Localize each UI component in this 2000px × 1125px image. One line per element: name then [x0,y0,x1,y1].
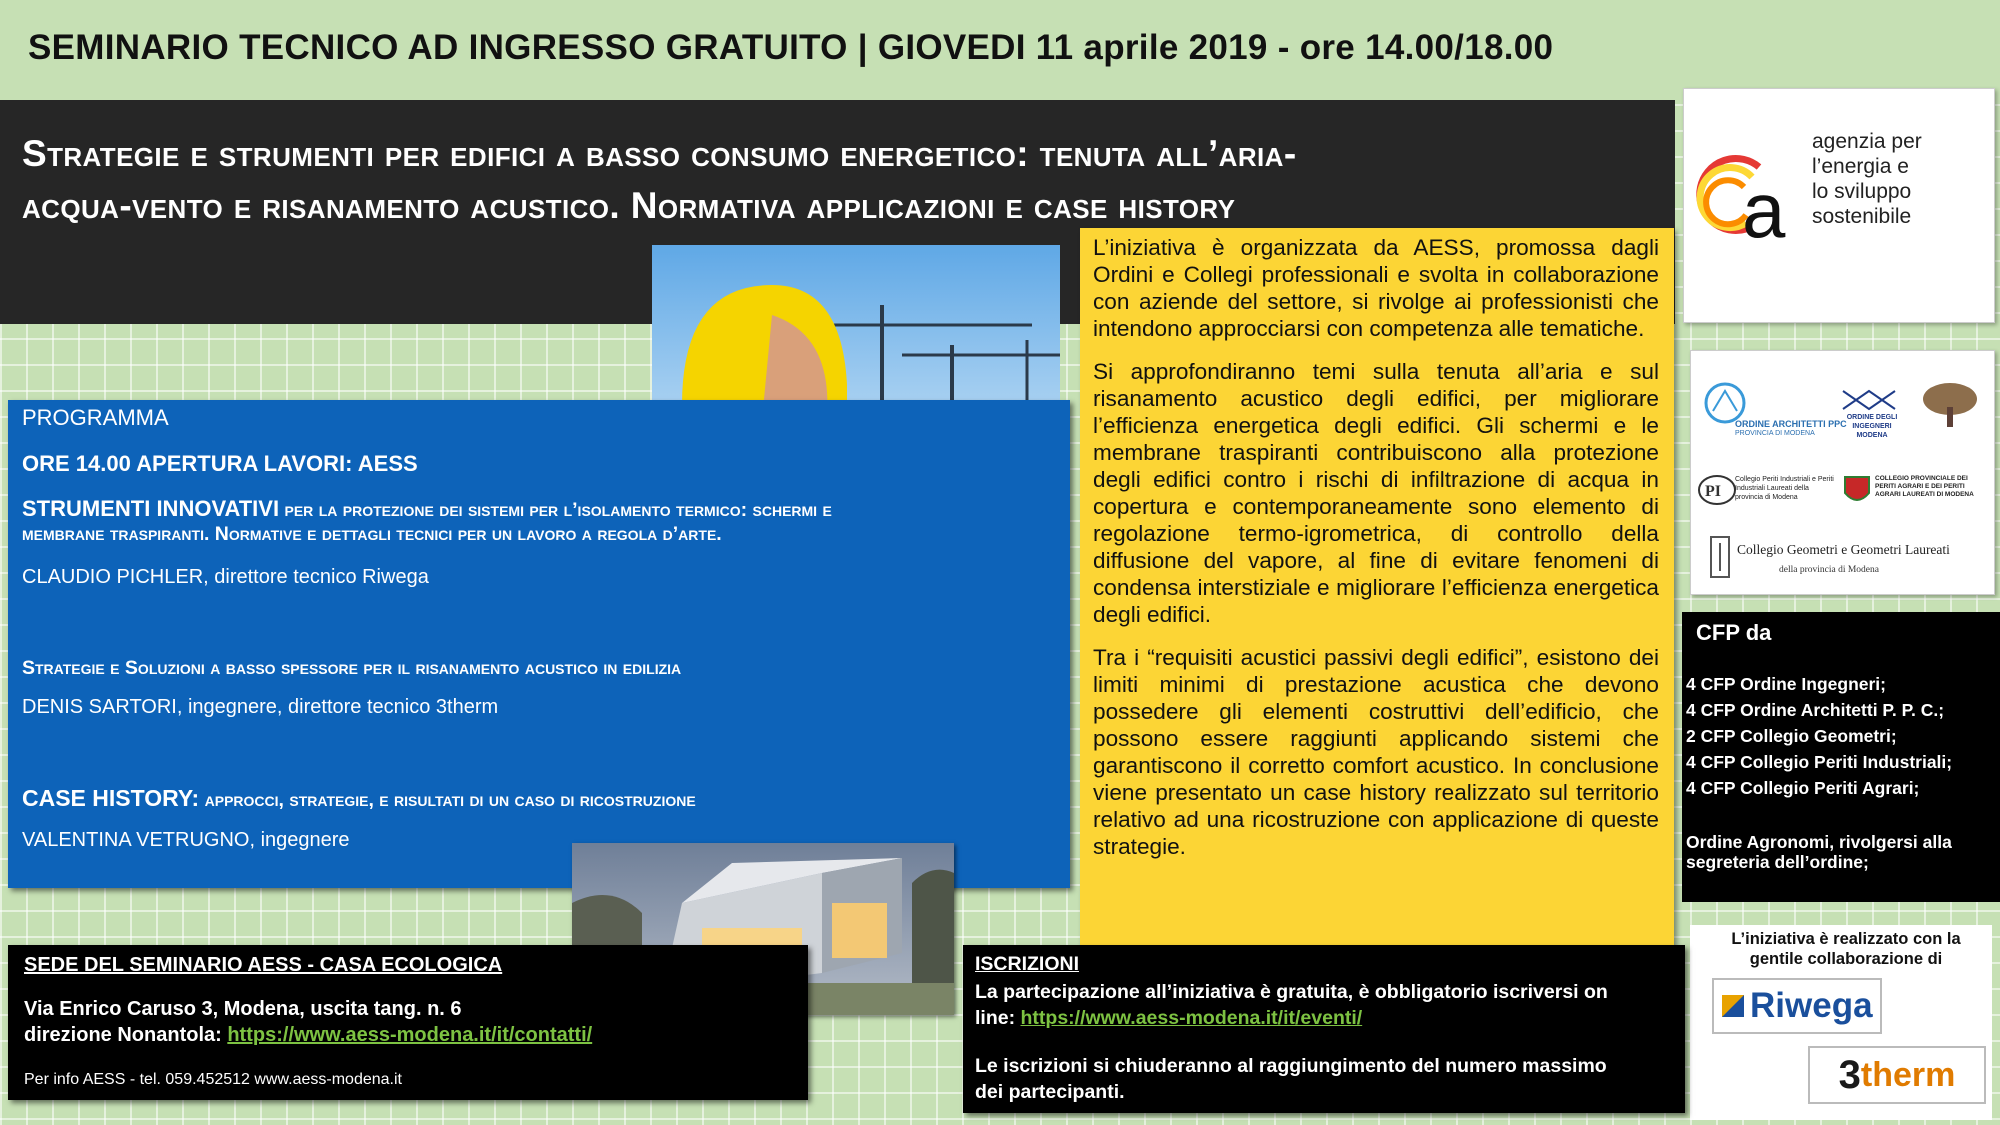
main-title [22,128,1662,232]
event-header-title: SEMINARIO TECNICO AD INGRESSO GRATUITO | GIOVEDI 11 aprile 2019 - ore 14.00/18.00 [28,28,1554,67]
registration-line-1: La partecipazione all’iniziativa è gratuita, è obbligatorio iscriversi on [975,981,1608,1003]
cfp-item: 4 CFP Ordine Ingegneri; [1686,674,1886,694]
description-paragraph-3: Tra i “requisiti acustici passivi degli edifici”, esistono dei limiti minimi di prestazione acustica che devono possedere gli elementi costruttivi dell’edificio, che possono essere raggiunti applicando sistemi che garantiscono il corretto comfort acustico. In conclusione viene presentato un case history realizzato sul territorio relativo ad una ricostruzione con applicazione di queste strategie. [1093,645,1659,859]
cfp-list [1686,671,1952,801]
aess-logo-line-1: agenzia per l’energia e [1812,130,1922,178]
talk-1-title-rest: per la protezione dei sistemi per l’isolamento termico: schermi e [279,499,832,521]
registration-line-2 [975,1005,1675,1031]
venue-address-line-2 [24,1022,592,1048]
description-paragraph-1: L’iniziativa è organizzata da AESS, promossa dagli Ordini e Collegi professionali e svolta in collaborazione con aziende del settore, si rivolge ai professionisti che intendono approcciarsi con competenza alle tematiche. [1093,235,1659,341]
talk-1-speaker: CLAUDIO PICHLER, direttore tecnico Riwega [22,566,429,588]
talk-2-speaker: DENIS SARTORI, ingegnere, direttore tecnico 3therm [22,696,499,718]
aess-logo-box [1683,88,1995,323]
talk-1-title-line2: membrane traspiranti. Normative e dettagli tecnici per un lavoro a regola d’arte. [22,523,722,545]
venue-info: Per info AESS - tel. 059.452512 www.aess-modena.it [24,1071,402,1088]
periti-industriali-logo-text: Collegio Periti Industriali e Periti Industriali Laureati della provincia di Modena [1735,476,1834,501]
aess-logo-text [1812,129,1994,229]
registration-link[interactable]: https://www.aess-modena.it/it/eventi/ [1020,1007,1363,1029]
3therm-logo-text: therm [1860,1055,1956,1094]
riwega-logo-text: Riwega [1750,986,1873,1025]
svg-text:a: a [1742,166,1786,254]
description-paragraph-2: Si approfondiranno temi sulla tenuta all’aria e sul risanamento acustico degli edifici, per migliorare l’efficienza energetica degli edifici. Gli schermi e le membrane traspiranti contribuiscono alla protezione degli edifici contro i rischi di infiltrazione di acqua in copertura e contemporaneamente sono elemento di regolazione termo-igrometrica, di controllo della diffusione del vapore, al fine di evitare fenomeni di condensa interstiziale e migliorare l’efficienza energetica degli edifici. [1093,359,1659,627]
periti-agrari-logo-icon [1841,473,1873,509]
venue-contact-link[interactable]: https://www.aess-modena.it/it/contatti/ [227,1024,593,1046]
registration-online: line: [975,1007,1021,1029]
periti-industriali-logo-icon [1697,473,1737,507]
architetti-logo-sub: PROVINCIA DI MODENA [1735,430,1815,437]
cfp-item: 4 CFP Collegio Periti Agrari; [1686,778,1920,798]
geometri-logo-text: Collegio Geometri e Geometri Laureati [1737,542,1950,557]
program-opening: ORE 14.00 APERTURA LAVORI: AESS [22,451,418,476]
venue-address [24,996,592,1048]
orders-logos-box [1690,350,1995,595]
venue-direction: direzione Nonantola: [24,1024,228,1046]
registration-line-3: Le iscrizioni si chiuderanno al raggiungimento del numero massimo [975,1055,1607,1077]
registration-heading: ISCRIZIONI [975,953,1080,975]
program-heading: PROGRAMMA [22,405,169,430]
cfp-item: 4 CFP Collegio Periti Industriali; [1686,752,1953,772]
main-title-line-2: acqua-vento e risanamento acustico. Normativa applicazioni e case history [22,185,1236,226]
cfp-note: Ordine Agronomi, rivolgersi alla segreteria dell’ordine; [1686,832,1952,872]
talk-3-speaker: VALENTINA VETRUGNO, ingegnere [22,829,350,851]
svg-text:PI: PI [1705,483,1721,500]
venue-address-line-1: Via Enrico Caruso 3, Modena, uscita tang. n. 6 [24,998,462,1020]
talk-3-title-rest: approcci, strategie, e risultati di un caso di ricostruzione [199,789,696,811]
venue-heading: SEDE DEL SEMINARIO AESS - CASA ECOLOGICA [24,954,503,976]
registration-line-4: dei partecipanti. [975,1081,1125,1103]
ingegneri-logo-sub: MODENA [1856,432,1888,439]
geometri-logo-icon [1707,535,1733,581]
talk-3-title [22,785,1042,813]
cfp-item: 2 CFP Collegio Geometri; [1686,726,1897,746]
program-talk-1 [22,497,1042,589]
talk-3-title-main: CASE HISTORY: [22,785,200,811]
aess-logo-line-2: lo sviluppo sostenibile [1812,180,1912,228]
tree-logo-icon [1919,379,1981,429]
main-title-line-1: Strategie e strumenti per edifici a basso consumo energetico: tenuta all’aria- [22,133,1297,174]
talk-1-title [22,497,1042,546]
cfp-item: 4 CFP Ordine Architetti P. P. C.; [1686,700,1945,720]
program-talk-2 [22,656,1042,719]
cfp-title: CFP da [1696,620,1772,645]
3therm-logo [1808,1046,1986,1104]
ingegneri-logo-text [1837,413,1907,440]
description-text [1093,234,1659,876]
registration-text [975,979,1675,1105]
3therm-logo-digit: 3 [1838,1052,1861,1097]
talk-2-title: Strategie e Soluzioni a basso spessore per il risanamento acustico in edilizia [22,657,682,679]
riwega-logo [1712,978,1882,1034]
riwega-logo-icon [1720,993,1746,1019]
geometri-logo-sub: della provincia di Modena [1779,565,1879,575]
collaboration-text: L’iniziativa è realizzato con la gentile collaborazione di [1731,930,1961,968]
program-talk-3 [22,785,1042,852]
ingegneri-logo-line: ORDINE DEGLI INGEGNERI [1846,414,1898,430]
periti-agrari-logo-text: COLLEGIO PROVINCIALE DEI PERITI AGRARI E DEI PERITI AGRARI LAUREATI DI MODENA [1875,475,1974,498]
architetti-logo-text: ORDINE ARCHITETTI PPC [1735,419,1847,429]
talk-1-title-main: STRUMENTI INNOVATIVI [22,496,280,521]
ingegneri-logo-icon [1841,389,1897,411]
